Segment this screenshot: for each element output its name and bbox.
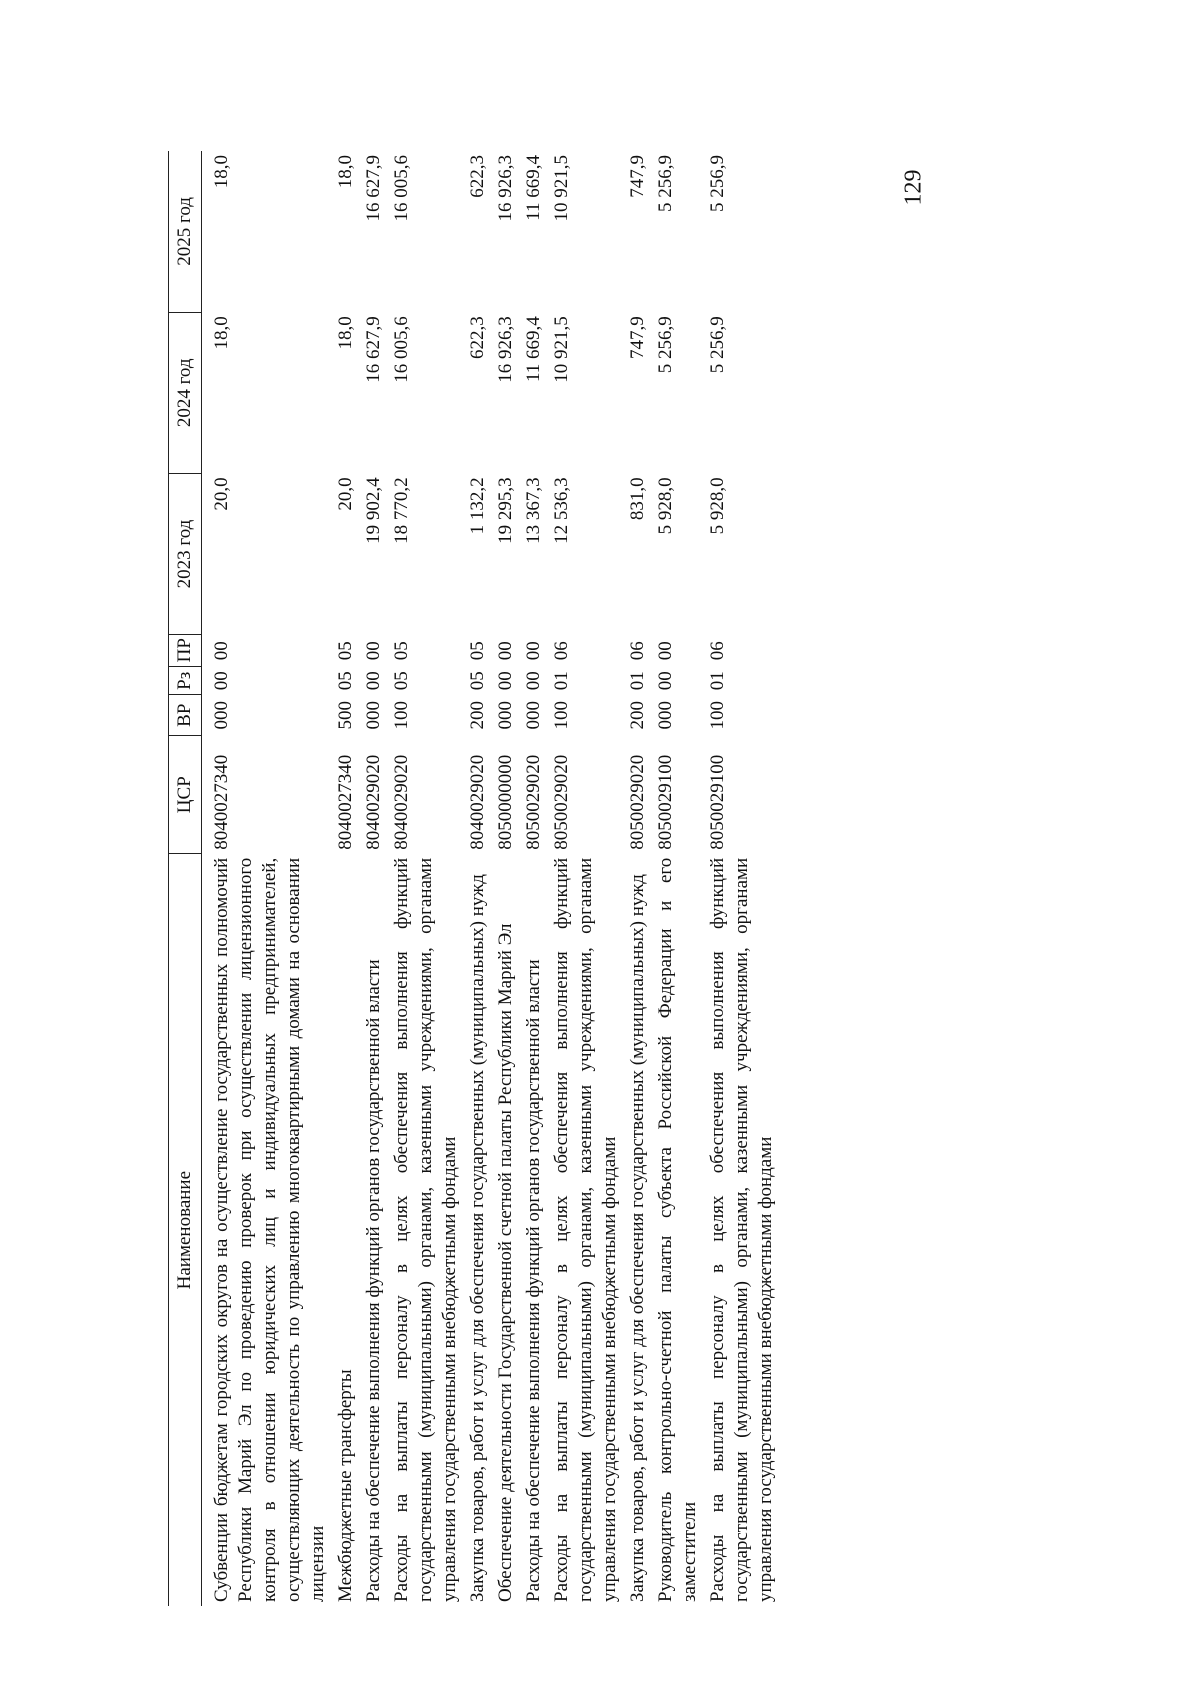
row-csr: 8040029020 (391, 754, 412, 850)
row-csr: 8050000000 (495, 754, 516, 850)
table-row (360, 151, 388, 1606)
table-row (652, 151, 704, 1606)
row-vr: 200 (627, 700, 648, 730)
row-name: Закупка товаров, работ и услуг для обеспечения государственных (муниципальных) нужд (467, 874, 488, 1602)
row-2025: 16 627,9 (363, 155, 384, 222)
row-2024: 5 256,9 (707, 316, 728, 374)
row-csr: 8040027340 (211, 754, 232, 850)
row-2023: 19 295,3 (495, 477, 516, 544)
row-vr: 100 (391, 700, 412, 730)
table-body (202, 151, 781, 1606)
row-rz: 00 (363, 671, 384, 691)
row-name: Расходы на выплаты персоналу в целях обеспечения выполнения функций государственными (муниципальными) органами, казенными учреждениями, органами управления государственными внебюджетными фондами (707, 857, 776, 1602)
row-2023: 20,0 (211, 477, 232, 511)
header-pr: ПР (169, 635, 202, 667)
row-rz: 00 (655, 671, 676, 691)
row-2024: 16 627,9 (363, 316, 384, 383)
row-2023: 5 928,0 (707, 477, 728, 535)
row-2025: 10 921,5 (551, 155, 572, 222)
row-vr: 000 (523, 700, 544, 730)
table-row (548, 151, 624, 1606)
table-header (169, 151, 202, 1606)
row-2025: 18,0 (211, 155, 232, 189)
row-2024: 11 669,4 (523, 316, 544, 383)
table-row (332, 151, 360, 1606)
row-vr: 100 (551, 700, 572, 730)
row-pr: 00 (211, 641, 232, 661)
row-rz: 01 (627, 671, 648, 691)
row-pr: 06 (707, 641, 728, 661)
header-name: Наименование (169, 854, 202, 1606)
budget-table (168, 151, 780, 1606)
row-2023: 831,0 (627, 477, 648, 521)
row-2025: 5 256,9 (707, 155, 728, 212)
row-pr: 00 (523, 641, 544, 661)
row-2025: 11 669,4 (523, 155, 544, 221)
row-pr: 06 (627, 641, 648, 661)
row-name: Обеспечение деятельности Государственной счетной палаты Республики Марий Эл (495, 923, 516, 1602)
page-number: 129 (900, 169, 927, 206)
row-vr: 000 (655, 700, 676, 730)
header-rz: Рз (169, 667, 202, 695)
row-2025: 747,9 (627, 155, 648, 198)
row-rz: 00 (495, 671, 516, 691)
header-2025: 2025 год (169, 151, 202, 312)
row-name: Расходы на выплаты персоналу в целях обеспечения выполнения функций государственными (муниципальными) органами, казенными учреждениями, органами управления государственными внебюджетными фондами (551, 857, 620, 1602)
row-csr: 8050029020 (627, 754, 648, 850)
row-2023: 20,0 (335, 477, 356, 511)
row-2023: 12 536,3 (551, 477, 572, 544)
row-rz: 00 (211, 671, 232, 691)
row-2025: 16 005,6 (391, 155, 412, 222)
row-csr: 8050029020 (523, 754, 544, 850)
row-name: Расходы на обеспечение выполнения функций органов государственной власти (523, 959, 544, 1602)
row-vr: 200 (467, 700, 488, 730)
row-name: Руководитель контрольно-счетной палаты субъекта Российской Федерации и его заместители (655, 857, 700, 1602)
table-row (624, 151, 652, 1606)
row-vr: 000 (495, 700, 516, 730)
header-2023: 2023 год (169, 473, 202, 634)
row-2024: 16 926,3 (495, 316, 516, 383)
row-2025: 5 256,9 (655, 155, 676, 212)
header-csr: ЦСР (169, 736, 202, 854)
row-csr: 8040029020 (363, 754, 384, 850)
row-rz: 00 (523, 671, 544, 691)
row-pr: 00 (655, 641, 676, 661)
table-row (388, 151, 464, 1606)
row-rz: 01 (551, 671, 572, 691)
row-2024: 18,0 (211, 316, 232, 350)
row-vr: 000 (211, 700, 232, 730)
row-pr: 00 (495, 641, 516, 661)
row-csr: 8040027340 (335, 754, 356, 850)
row-rz: 05 (335, 671, 356, 691)
row-2024: 747,9 (627, 316, 648, 359)
table-row (464, 151, 492, 1606)
row-2024: 10 921,5 (551, 316, 572, 383)
row-2024: 16 005,6 (391, 316, 412, 383)
row-2024: 5 256,9 (655, 316, 676, 374)
row-rz: 05 (391, 671, 412, 691)
row-pr: 06 (551, 641, 572, 661)
row-csr: 8050029020 (551, 754, 572, 850)
row-name: Субвенции бюджетам городских округов на осуществление государственных полномочий Республики Марий Эл по проведению проверок при осуществлении лицензионного контроля в отношении юридических лиц и индивидуальных предпринимателей, осуществляющих деятельность по управлению многоквартирными домами на основании лицензии (211, 857, 328, 1602)
row-2023: 1 132,2 (467, 477, 488, 535)
row-2025: 622,3 (467, 155, 488, 198)
row-2025: 18,0 (335, 155, 356, 189)
row-rz: 01 (707, 671, 728, 691)
row-csr: 8050029100 (707, 754, 728, 850)
row-2023: 19 902,4 (363, 477, 384, 544)
row-vr: 000 (363, 700, 384, 730)
table-row (704, 151, 780, 1606)
header-2024: 2024 год (169, 312, 202, 473)
row-2023: 18 770,2 (391, 477, 412, 544)
row-vr: 500 (335, 700, 356, 730)
row-csr: 8040029020 (467, 754, 488, 850)
row-vr: 100 (707, 700, 728, 730)
table-row (208, 151, 332, 1606)
row-2025: 16 926,3 (495, 155, 516, 222)
rotated-page (168, 151, 953, 1606)
row-name: Закупка товаров, работ и услуг для обеспечения государственных (муниципальных) нужд (627, 874, 648, 1602)
row-pr: 05 (467, 641, 488, 661)
row-2023: 5 928,0 (655, 477, 676, 535)
row-rz: 05 (467, 671, 488, 691)
table-row (520, 151, 548, 1606)
row-pr: 05 (391, 641, 412, 661)
table-row (492, 151, 520, 1606)
row-name: Расходы на обеспечение выполнения функций органов государственной власти (363, 959, 384, 1602)
row-csr: 8050029100 (655, 754, 676, 850)
row-name: Межбюджетные трансферты (335, 1369, 356, 1602)
row-2023: 13 367,3 (523, 477, 544, 544)
header-vr: ВР (169, 695, 202, 736)
row-pr: 00 (363, 641, 384, 661)
row-2024: 18,0 (335, 316, 356, 350)
row-2024: 622,3 (467, 316, 488, 359)
row-name: Расходы на выплаты персоналу в целях обеспечения выполнения функций государственными (муниципальными) органами, казенными учреждениями, органами управления государственными внебюджетными фондами (391, 857, 460, 1602)
row-pr: 05 (335, 641, 356, 661)
